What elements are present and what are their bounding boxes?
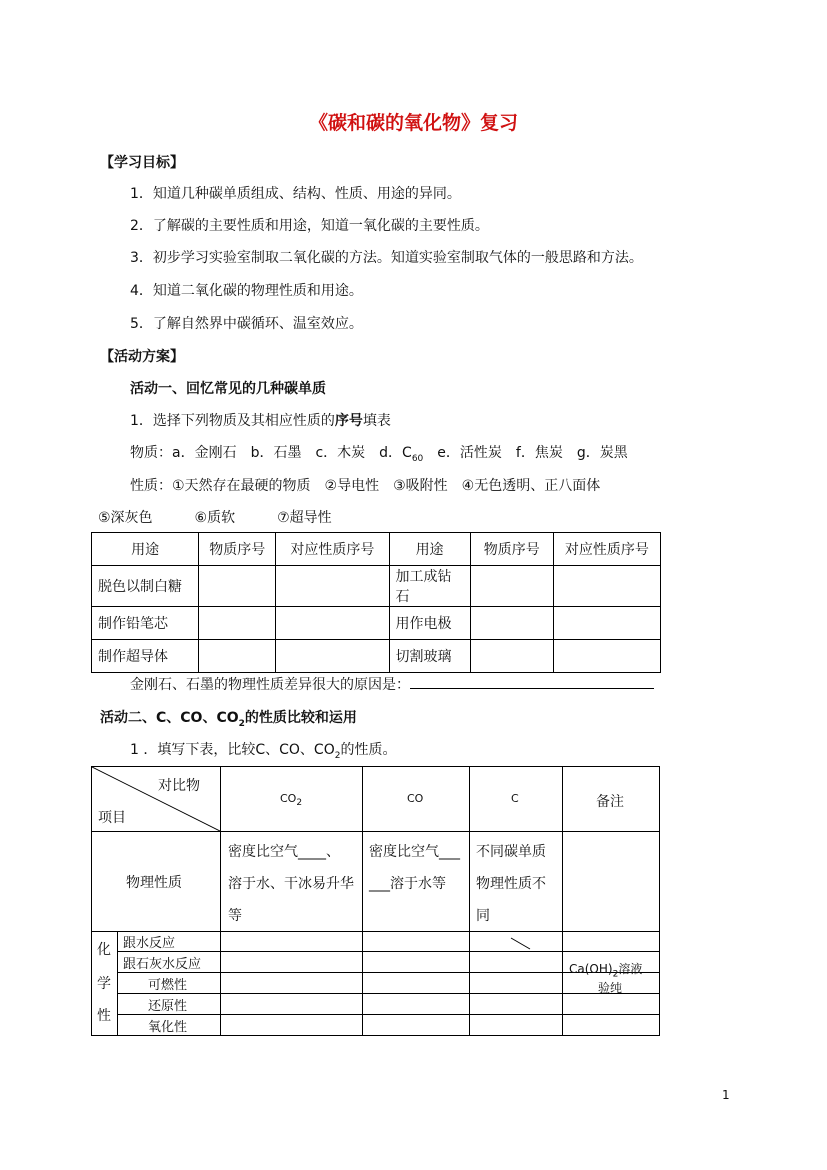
phys-c-3: 同 — [476, 908, 490, 924]
table-cell — [199, 640, 276, 673]
table-cell — [553, 640, 660, 673]
properties-line-2: ⑤深灰色 ⑥质软 ⑦超导性 — [98, 510, 332, 526]
activity1-title: 活动一、回忆常见的几种碳单质 — [130, 381, 326, 397]
table-cell: 制作铅笔芯 — [92, 607, 199, 640]
header-cell: 对应性质序号 — [553, 533, 660, 566]
question-bold: 序号 — [334, 413, 363, 429]
col-co2-text: CO — [280, 792, 297, 805]
table-row — [92, 607, 661, 640]
header-cell: 物质序号 — [199, 533, 276, 566]
table-row — [92, 566, 661, 607]
phys-c-2: 物理性质不 — [476, 876, 546, 892]
question-suffix: 填表 — [362, 413, 391, 429]
table-cell — [199, 607, 276, 640]
header-cell: 用途 — [389, 533, 470, 566]
reason-line — [130, 674, 654, 694]
note-limewater-text: Ca(OH) — [569, 962, 613, 976]
phys-label: 物理性质 — [126, 875, 182, 891]
activity1-question — [130, 410, 391, 430]
chem-row-oxidizability: 氧化性 — [148, 1020, 188, 1035]
goal-item-1: 1．知道几种碳单质组成、结构、性质、用途的异同。 — [130, 186, 461, 202]
col-co: CO — [407, 792, 424, 805]
chem-label-3: 性 — [97, 1008, 111, 1024]
note-verify: 验纯 — [598, 981, 623, 995]
header-cell: 用途 — [92, 533, 199, 566]
phys-co2-2: 溶于水、干冰易升华 — [228, 876, 354, 892]
phys-co-2: ___溶于水等 — [369, 876, 446, 892]
note-limewater-rest: 溶液 — [618, 962, 643, 976]
question-text: 1．选择下列物质及其相应性质的 — [130, 413, 335, 429]
plan-heading: 【活动方案】 — [100, 349, 184, 365]
table-cell: 切割玻璃 — [389, 640, 470, 673]
table-header-row — [92, 533, 661, 566]
phys-co2-1: 密度比空气____、 — [228, 844, 340, 860]
diag-top-label: 对比物 — [158, 778, 200, 794]
table-row — [92, 640, 661, 673]
col-co2-sub: 2 — [296, 798, 303, 809]
substances-line — [130, 442, 628, 464]
goal-item-2: 2．了解碳的主要性质和用途，知道一氧化碳的主要性质。 — [130, 218, 489, 234]
phys-co-1: 密度比空气___ — [369, 844, 460, 860]
table-cell — [276, 566, 389, 607]
table-cell: 制作超导体 — [92, 640, 199, 673]
activity2-title — [100, 707, 357, 729]
substances-text: 物质：a．金刚石 b．石墨 c．木炭 d．C — [130, 445, 412, 461]
table-cell — [553, 566, 660, 607]
chem-label-1: 化 — [97, 942, 111, 958]
substance-table — [91, 532, 661, 673]
activity2-question — [130, 739, 396, 761]
table-cell — [276, 640, 389, 673]
activity2-title-suffix: 的性质比较和运用 — [244, 710, 357, 726]
activity2-question-text: 1 ．填写下表，比较C、CO、CO — [130, 742, 335, 758]
header-cell: 物质序号 — [470, 533, 553, 566]
goals-heading: 【学习目标】 — [100, 155, 184, 171]
table-cell: 脱色以制白糖 — [92, 566, 199, 607]
activity2-question-sub: 2 — [334, 750, 341, 761]
reason-blank[interactable] — [410, 674, 654, 689]
col-c: C — [511, 792, 519, 805]
chem-row-limewater: 跟石灰水反应 — [123, 957, 202, 972]
page-number: 1 — [722, 1088, 730, 1102]
table-cell — [470, 607, 553, 640]
substances-rest: e．活性炭 f．焦炭 g．炭黑 — [423, 445, 628, 461]
table-cell — [553, 607, 660, 640]
note-limewater-sub: 2 — [612, 969, 619, 980]
activity2-question-suffix: 的性质。 — [340, 742, 397, 758]
col-co2 — [280, 792, 302, 808]
col-note: 备注 — [596, 794, 624, 810]
properties-line-1: 性质：①天然存在最硬的物质 ②导电性 ③吸附性 ④无色透明、正八面体 — [130, 478, 601, 494]
table-cell: 加工成钻石 — [389, 566, 470, 607]
goal-item-5: 5．了解自然界中碳循环、温室效应。 — [130, 316, 363, 332]
table-cell — [276, 607, 389, 640]
table-cell — [470, 640, 553, 673]
phys-c-1: 不同碳单质 — [476, 844, 546, 860]
chem-row-reducibility: 还原性 — [148, 999, 188, 1014]
activity2-title-text: 活动二、C、CO、CO — [100, 710, 239, 726]
table-cell — [470, 566, 553, 607]
diag-bottom-label: 项目 — [98, 810, 126, 826]
substances-sub: 60 — [411, 453, 424, 464]
goal-item-4: 4．知道二氧化碳的物理性质和用途。 — [130, 283, 363, 299]
reason-text: 金刚石、石墨的物理性质差异很大的原因是： — [130, 677, 410, 693]
table-cell: 用作电极 — [389, 607, 470, 640]
goal-item-3: 3．初步学习实验室制取二氧化碳的方法。知道实验室制取气体的一般思路和方法。 — [130, 250, 643, 266]
page-title: 《碳和碳的氧化物》复习 — [308, 112, 518, 134]
slash-mark — [510, 937, 532, 951]
table-cell — [199, 566, 276, 607]
chem-label-2: 学 — [97, 976, 111, 992]
activity2-title-sub: 2 — [238, 718, 245, 729]
comparison-table — [91, 766, 660, 1036]
chem-row-combustibility: 可燃性 — [148, 978, 188, 993]
phys-co2-3: 等 — [228, 908, 242, 924]
chem-row-water: 跟水反应 — [123, 936, 176, 951]
header-cell: 对应性质序号 — [276, 533, 389, 566]
note-limewater — [569, 960, 642, 979]
